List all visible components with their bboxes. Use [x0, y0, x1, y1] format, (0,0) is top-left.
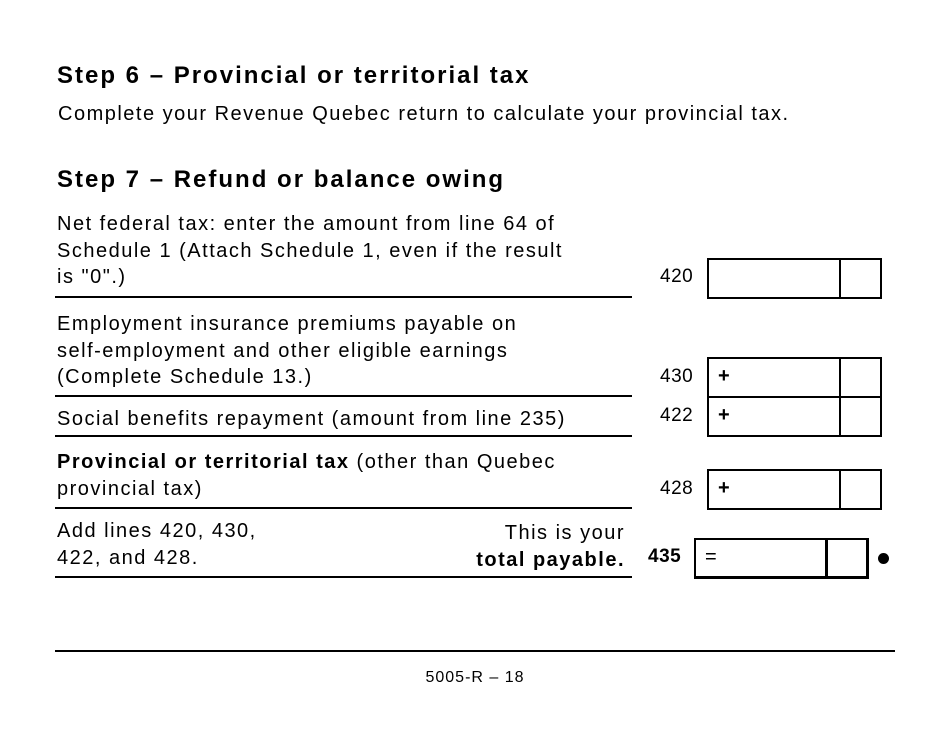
total-payable-line1: This is your — [504, 522, 625, 544]
line-430-dollars-field[interactable] — [709, 359, 841, 396]
line-420-desc-line: Schedule 1 (Attach Schedule 1, even if the result — [57, 239, 563, 262]
line-422-rule — [55, 435, 632, 437]
line-428-desc-line2: provincial tax) — [57, 477, 203, 500]
line-422-amount-field[interactable] — [707, 396, 882, 437]
line-435-desc-line: Add lines 420, 430, — [57, 520, 257, 542]
line-428-rule — [55, 507, 632, 509]
line-435-cents-field[interactable] — [828, 540, 866, 576]
line-422-sign: + — [718, 404, 730, 426]
total-payable-line2: total payable. — [476, 548, 625, 571]
step6-title: Step 6 – Provincial or territorial tax — [57, 62, 531, 89]
line-435-rule — [55, 576, 632, 578]
step7-title: Step 7 – Refund or balance owing — [57, 166, 506, 193]
line-428-description — [57, 449, 556, 502]
line-420-description — [57, 211, 563, 291]
line-435-dollars-field[interactable] — [696, 540, 828, 576]
page-number: 5005-R – 18 — [425, 669, 525, 686]
line-435-sign: = — [705, 546, 717, 568]
total-payable-label — [476, 520, 625, 573]
line-420-cents-field[interactable] — [841, 260, 880, 297]
line-430-desc-line: (Complete Schedule 13.) — [57, 366, 313, 388]
line-430-rule — [55, 395, 632, 397]
line-435-amount-field[interactable] — [694, 538, 869, 579]
bullet-icon — [878, 553, 889, 564]
line-420-desc-line: Net federal tax: enter the amount from line 64 of — [57, 213, 556, 235]
line-422-number: 422 — [660, 405, 694, 426]
line-428-amount-field[interactable] — [707, 469, 882, 510]
line-428-desc-rest: (other than Quebec — [349, 451, 556, 473]
line-430-desc-line: Employment insurance premiums payable on — [57, 313, 518, 335]
line-422-dollars-field[interactable] — [709, 398, 841, 435]
line-420-rule — [55, 296, 632, 298]
line-428-desc-bold: Provincial or territorial tax — [57, 451, 350, 473]
line-428-desc-line1 — [57, 449, 556, 476]
step6-instruction: Complete your Revenue Quebec return to calculate your provincial tax. — [58, 103, 790, 125]
line-428-cents-field[interactable] — [841, 471, 880, 508]
line-428-dollars-field[interactable] — [709, 471, 841, 508]
line-420-amount-field[interactable] — [707, 258, 882, 299]
line-428-number: 428 — [660, 478, 694, 499]
line-430-sign: + — [718, 365, 730, 387]
line-422-description — [57, 406, 566, 433]
line-430-description — [57, 311, 517, 391]
line-435-number: 435 — [648, 546, 682, 567]
line-435-description — [57, 518, 257, 571]
line-420-dollars-field[interactable] — [709, 260, 841, 297]
line-430-desc-line: self-employment and other eligible earnings — [57, 339, 509, 362]
line-430-amount-field[interactable] — [707, 357, 882, 398]
line-435-desc-line: 422, and 428. — [57, 546, 199, 569]
line-430-number: 430 — [660, 366, 694, 387]
line-422-desc-line: Social benefits repayment (amount from line 235) — [57, 408, 566, 430]
line-420-number: 420 — [660, 266, 694, 287]
line-420-desc-line: is "0".) — [57, 266, 127, 288]
line-430-cents-field[interactable] — [841, 359, 880, 396]
line-422-cents-field[interactable] — [841, 398, 880, 435]
line-428-sign: + — [718, 477, 730, 499]
footer-rule — [55, 650, 895, 652]
